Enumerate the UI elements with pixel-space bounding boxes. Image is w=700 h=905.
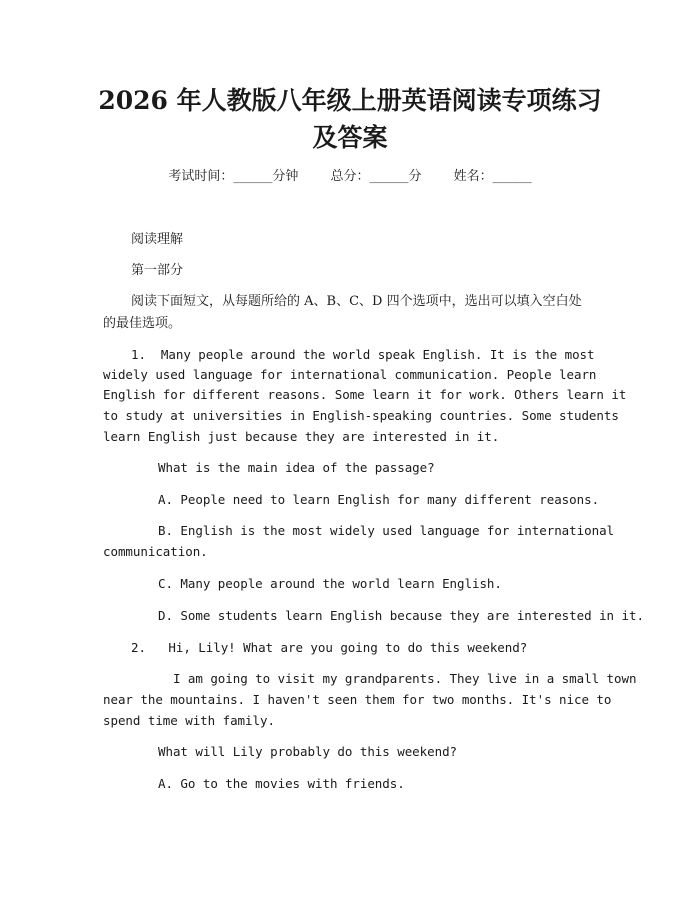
exam-score: 总分：______分 bbox=[330, 169, 422, 184]
instructions-line1: 阅读下面短文，从每题所给的 A、B、C、D 四个选项中，选出可以填入空白处 bbox=[131, 294, 582, 309]
q1-passage-line: widely used language for international communication. People learn bbox=[103, 367, 597, 382]
q1-option-d: D. Some students learn English because they are interested in it. bbox=[158, 608, 644, 623]
q1-option-b-cont: communication. bbox=[103, 544, 208, 559]
q2-question: What will Lily probably do this weekend? bbox=[158, 744, 458, 759]
q1-passage-line: learn English just because they are interested in it. bbox=[103, 429, 500, 444]
q1-passage-line: to study at universities in English-speaking countries. Some students bbox=[103, 408, 619, 423]
q2-reply-line: I am going to visit my grandparents. They live in a small town bbox=[158, 671, 637, 686]
q1-passage-line: 1. Many people around the world speak English. It is the most bbox=[131, 347, 595, 362]
document-title-line1: 2026 年人教版八年级上册英语阅读专项练习 bbox=[98, 86, 602, 115]
q2-option-a: A. Go to the movies with friends. bbox=[158, 776, 405, 791]
exam-time: 考试时间：______分钟 bbox=[168, 169, 299, 184]
q1-passage-line: English for different reasons. Some learn it for work. Others learn it bbox=[103, 387, 627, 402]
q1-option-b: B. English is the most widely used language for international bbox=[158, 523, 615, 538]
instructions-line2: 的最佳选项。 bbox=[103, 316, 182, 331]
q2-reply-line: spend time with family. bbox=[103, 713, 275, 728]
document-title-line2: 及答案 bbox=[312, 123, 388, 152]
q1-option-c: C. Many people around the world learn English. bbox=[158, 576, 502, 591]
q1-option-a: A. People need to learn English for many different reasons. bbox=[158, 492, 600, 507]
exam-name: 姓名：______ bbox=[453, 169, 532, 184]
q2-line1: 2. Hi, Lily! What are you going to do this weekend? bbox=[131, 640, 528, 655]
q2-reply-line: near the mountains. I haven't seen them for two months. It's nice to bbox=[103, 692, 612, 707]
section-heading: 阅读理解 bbox=[131, 232, 184, 247]
part-heading: 第一部分 bbox=[131, 263, 184, 278]
exam-info bbox=[0, 168, 700, 186]
q1-question: What is the main idea of the passage? bbox=[158, 460, 435, 475]
